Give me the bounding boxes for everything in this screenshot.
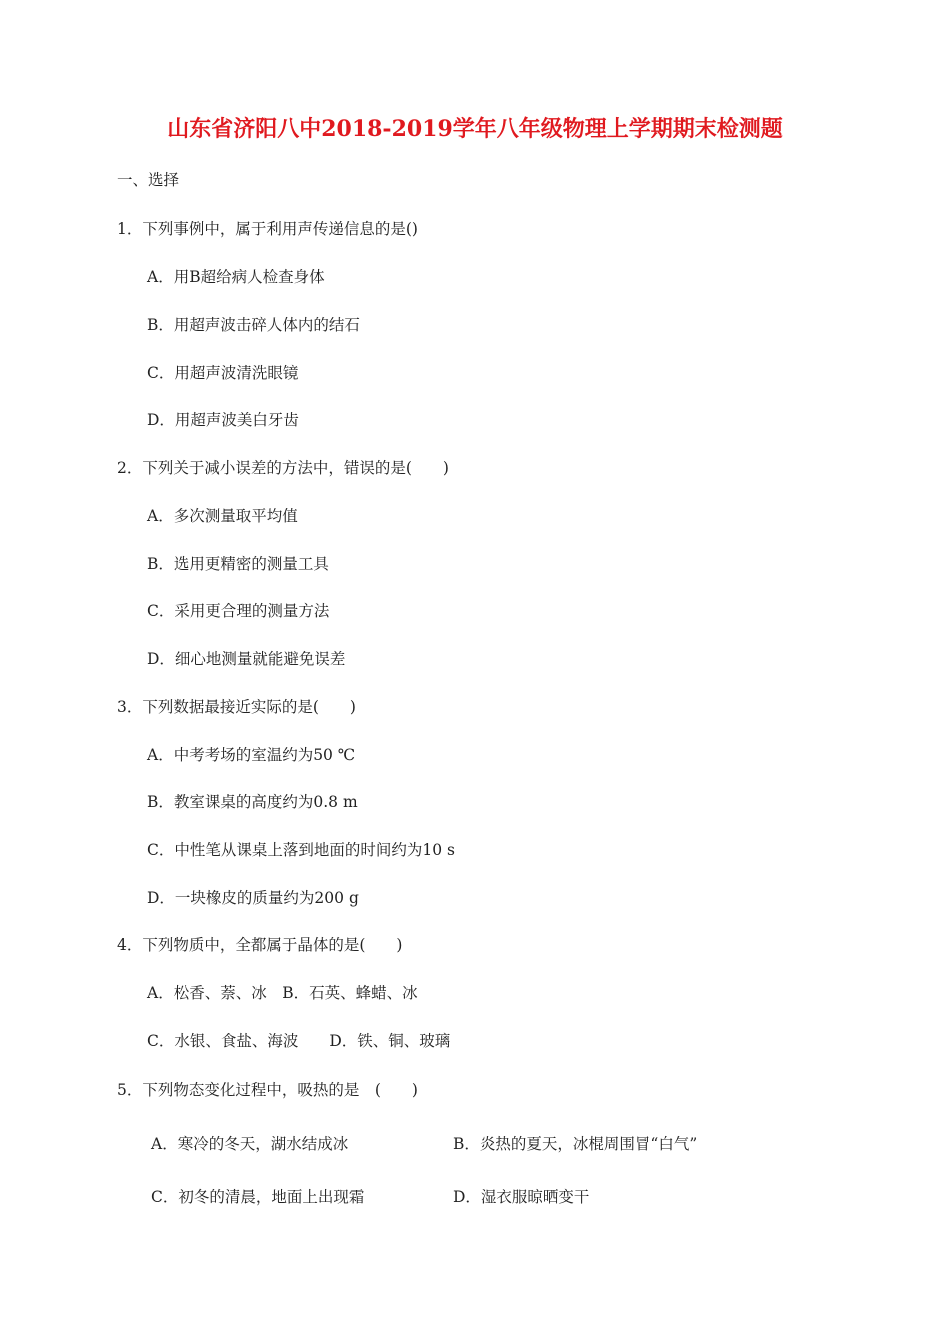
question-3-option-c: C．中性笔从课桌上落到地面的时间约为10 s: [147, 841, 455, 859]
question-1-stem: 1．下列事例中，属于利用声传递信息的是(): [117, 220, 418, 238]
section-heading: 一、选择: [117, 171, 180, 189]
question-1-option-a: A．用B超给病人检查身体: [147, 268, 325, 286]
question-5-stem: 5．下列物态变化过程中，吸热的是 ( ): [117, 1081, 418, 1099]
question-1-option-b: B．用超声波击碎人体内的结石: [147, 316, 360, 334]
question-3-option-a: A．中考考场的室温约为50 ℃: [147, 746, 356, 764]
question-3-stem: 3．下列数据最接近实际的是( ): [117, 698, 356, 716]
question-2-option-b: B．选用更精密的测量工具: [147, 555, 329, 573]
question-3-option-d: D．一块橡皮的质量约为200 g: [147, 889, 359, 907]
question-1-option-d: D．用超声波美白牙齿: [147, 411, 299, 429]
question-4-options-ab: A．松香、萘、冰 B．石英、蜂蜡、冰: [147, 984, 418, 1002]
question-2-option-a: A．多次测量取平均值: [147, 507, 298, 525]
question-1-option-c: C．用超声波清洗眼镜: [147, 364, 299, 382]
question-5-option-b: B．炎热的夏天，冰棍周围冒“白气”: [453, 1135, 698, 1153]
question-2-option-d: D．细心地测量就能避免误差: [147, 650, 346, 668]
document-title: 山东省济阳八中2018-2019学年八年级物理上学期期末检测题: [167, 116, 783, 142]
question-5-option-a: A．寒冷的冬天，湖水结成冰: [151, 1135, 349, 1153]
question-5-option-c: C．初冬的清晨，地面上出现霜: [151, 1188, 365, 1206]
question-2-stem: 2．下列关于减小误差的方法中，错误的是( ): [117, 459, 449, 477]
question-5-option-d: D．湿衣服晾晒变干: [453, 1188, 590, 1206]
question-2-option-c: C．采用更合理的测量方法: [147, 602, 330, 620]
question-4-options-cd: C．水银、食盐、海波 D．铁、铜、玻璃: [147, 1032, 451, 1050]
question-3-option-b: B．教室课桌的高度约为0.8 m: [147, 793, 358, 811]
question-4-stem: 4．下列物质中，全都属于晶体的是( ): [117, 936, 403, 954]
